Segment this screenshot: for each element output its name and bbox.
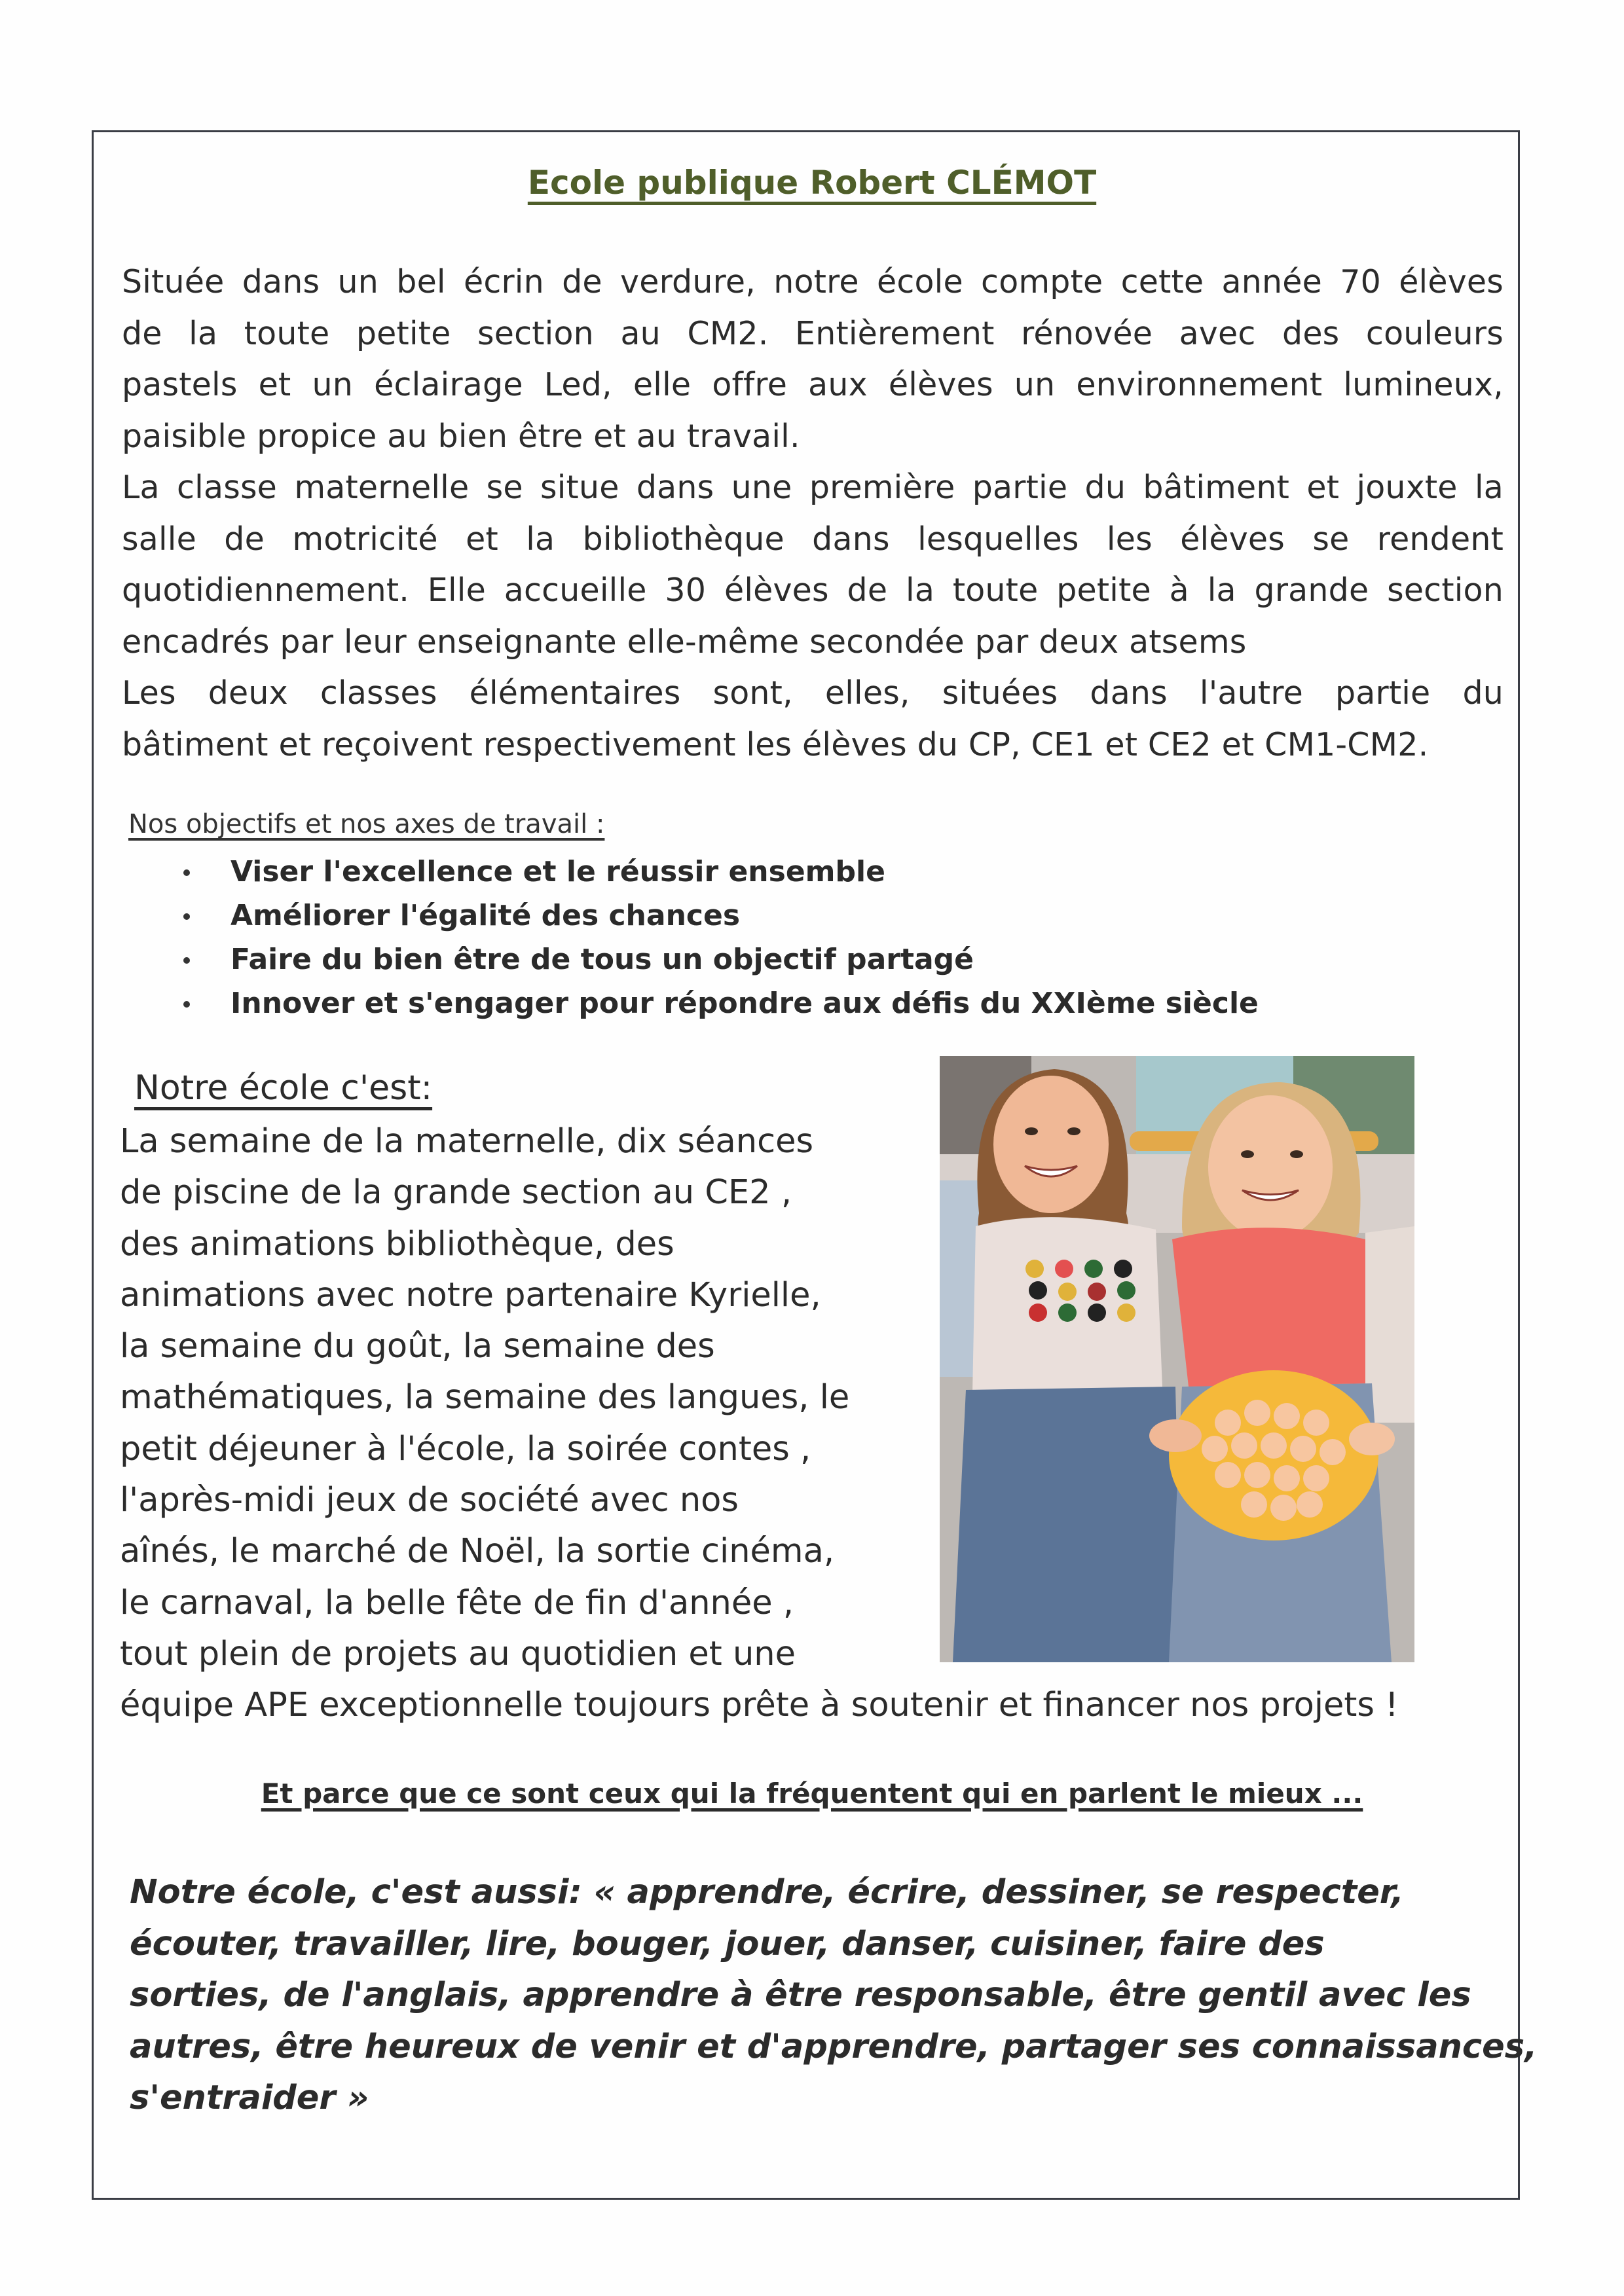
quote-line: autres, être heureux de venir et d'apprendre, partager ses connaissances, (130, 2027, 1538, 2066)
notre-ecole-line: tout plein de projets au quotidien et une (120, 1634, 796, 1673)
objectives-heading: Nos objectifs et nos axes de travail : (128, 809, 605, 839)
notre-ecole-heading: Notre école c'est: (134, 1068, 433, 1108)
intro-line: encadrés par leur enseignante elle-même secondée par deux atsems (122, 623, 1247, 661)
objective-text: Faire du bien être de tous un objectif partagé (231, 943, 974, 976)
quote-line: sorties, de l'anglais, apprendre à être responsable, être gentil avec les (130, 1976, 1471, 2014)
objective-text: Viser l'excellence et le réussir ensemble (231, 855, 885, 888)
notre-ecole-line: le carnaval, la belle fête de fin d'année , (120, 1583, 794, 1622)
objective-item (177, 850, 1259, 894)
notre-ecole-line: des animations bibliothèque, des (120, 1224, 674, 1264)
notre-ecole-line: de piscine de la grande section au CE2 , (120, 1173, 792, 1212)
intro-line: La classe maternelle se situe dans une première partie du bâtiment et jouxte la (122, 469, 1504, 506)
bullet-icon (183, 957, 190, 964)
intro-paragraph (122, 257, 1504, 771)
intro-line: paisible propice au bien être et au travail. (122, 417, 800, 455)
objectives-list (177, 850, 1259, 1025)
notre-ecole-line: la semaine du goût, la semaine des (120, 1327, 715, 1366)
quote-line: Notre école, c'est aussi: « apprendre, écrire, dessiner, se respecter, (130, 1873, 1404, 1912)
intro-line: bâtiment et reçoivent respectivement les élèves du CP, CE1 et CE2 et CM1-CM2. (122, 725, 1429, 763)
closing-heading-text: Et parce que ce sont ceux qui la fréquentent qui en parlent le mieux ... (261, 1777, 1363, 1810)
intro-line: quotidiennement. Elle accueille 30 élèves de la toute petite à la grande section (122, 572, 1504, 609)
student-quote (130, 1867, 1538, 2124)
quote-line: écouter, travailler, lire, bouger, jouer, danser, cuisiner, faire des (130, 1924, 1325, 1963)
notre-ecole-line: équipe APE exceptionnelle toujours prête à soutenir et financer nos projets ! (120, 1686, 1399, 1725)
objective-text: Améliorer l'égalité des chances (231, 899, 741, 932)
bullet-icon (183, 1001, 190, 1008)
quote-line: s'entraider » (130, 2079, 369, 2117)
notre-ecole-line: petit déjeuner à l'école, la soirée contes , (120, 1429, 811, 1468)
objective-item (177, 938, 1259, 981)
objective-item (177, 981, 1259, 1025)
notre-ecole-line: aînés, le marché de Noël, la sortie cinéma, (120, 1532, 835, 1571)
intro-line: Située dans un bel écrin de verdure, notre école compte cette année 70 élèves (122, 263, 1504, 301)
intro-line: de la toute petite section au CM2. Entièrement rénovée avec des couleurs (122, 314, 1504, 352)
notre-ecole-line: l'après-midi jeux de société avec nos (120, 1481, 739, 1520)
bullet-icon (183, 913, 190, 920)
photo-illustration (940, 1056, 1414, 1662)
notre-ecole-line: La semaine de la maternelle, dix séances (120, 1122, 814, 1161)
children-photo (940, 1056, 1414, 1662)
intro-line: salle de motricité et la bibliothèque dans lesquelles les élèves se rendent (122, 520, 1504, 558)
bullet-icon (183, 869, 190, 876)
closing-heading (0, 1777, 1624, 1810)
intro-line: Les deux classes élémentaires sont, elles, situées dans l'autre partie du (122, 674, 1504, 712)
document-title-text: Ecole publique Robert CLÉMOT (527, 164, 1097, 202)
document-title (0, 164, 1624, 202)
notre-ecole-line: mathématiques, la semaine des langues, le (120, 1378, 850, 1417)
notre-ecole-line: animations avec notre partenaire Kyrielle, (120, 1275, 821, 1315)
objective-text: Innover et s'engager pour répondre aux défis du XXIème siècle (231, 987, 1259, 1020)
objective-item (177, 894, 1259, 938)
intro-line: pastels et un éclairage Led, elle offre aux élèves un environnement lumineux, (122, 366, 1504, 403)
